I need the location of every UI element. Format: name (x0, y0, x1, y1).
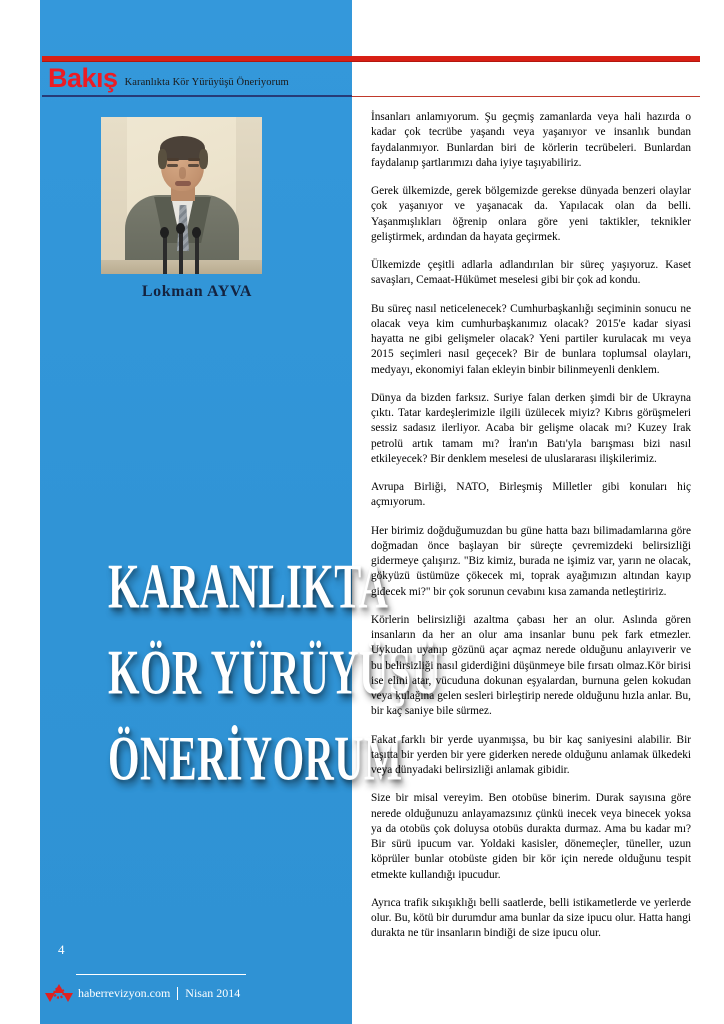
microphone-head-right (192, 227, 201, 238)
haber-revizyon-logo-icon (44, 978, 74, 1008)
photo-nose (179, 167, 186, 179)
cover-title-line-3: ÖNERİYORUM (108, 724, 403, 795)
article-paragraph: Size bir misal vereyim. Ben otobüse binerim. Durak sayısına göre nerede olduğunuzu anlayamazsınız çünkü inecek veya binecek yoksa ya da otobüs çok doluysa otobüs durakta durmaz. Ama bu kadar mı? Bir sürü ipucum var. Yoldaki kasisler, dönemeçler, tüneller, uzun köprüler bunlar otobüste giden bir kör için nerede olduğunu tespit etmekte kullandığı ipucudur. (371, 792, 691, 881)
article-paragraph: Dünya da bizden farksız. Suriye falan derken şimdi bir de Ukrayna çıktı. Tatar kardeşlerimizle ilgili üzülecek miyiz? Kıbrıs görüşmeleri sessiz sadasız ilerliyor. Acaba bir gelişme olacak mı? Kuzey Irak petrolü artık tamam mı? İran'ın Batı'yla barışması bizi nasıl etkileyecek? Bir denklem meselesi de uluslararası ilişkilerimiz. (371, 391, 691, 465)
microphone-head-left (160, 227, 169, 238)
footer-website[interactable]: haberrevizyon.com (78, 986, 171, 1000)
photo-brow-left (167, 158, 179, 161)
photo-brow-right (188, 158, 200, 161)
author-name-caption: Lokman AYVA (141, 283, 253, 300)
microphone-head-center (176, 223, 185, 234)
article-paragraph: İnsanları anlamıyorum. Şu geçmiş zamanlarda veya hali hazırda o kadar çok tecrübe yaşandı veya yaşanıyor ve insanlık bundan faydalanmıyor. Bunlardan biri de körlerin tecrübeleri. Bunlardan faydalanıp şartlarımızı daha iyiye taşıyabiliriz. (371, 111, 691, 169)
masthead (48, 62, 348, 92)
photo-eye-left (167, 164, 178, 167)
article-paragraph: Gerek ülkemizde, gerek bölgemizde gerekse dünyada benzeri olaylar çok yaşanıyor ve yaşanacak da. Yapılacak olan da belli. Yaşanmışlıkları öğrenip onlara göre yeni taktikler, teknikler geliştirmek, ardından da hayata geçirmek. (371, 185, 691, 243)
header-red-rule (352, 96, 700, 97)
masthead-subtitle: Karanlıkta Kör Yürüyüşü Öneriyorum (124, 77, 289, 88)
photo-eye-right (188, 164, 199, 167)
article-paragraph: Fakat farklı bir yerde uyanmışsa, bu bir kaç saniyesini alabilir. Bir taşıtta bir yerden bir yere giderken nerede olduğunu anlamak ülkedeki veya dünyadaki belirsizliği anlamak gibidir. (371, 733, 691, 776)
photo-hair-right (199, 149, 208, 169)
photo-mouth (175, 181, 191, 186)
article-paragraph: Her birimiz doğduğumuzdan bu güne hatta bazı bilimadamlarına göre doğmadan önce başlayan bir süreçte çevremizdeki belirsizliği gidermeye çalışırız. "Biz kimiz, burada ne işimiz var, yarın ne olacak, gökyüzü üstümüze çökecek mi, toprak ayağımızın altından kayıp gidecek mi?" bir çok sorunun cevabını kısa zamanda netleştiririz. (371, 524, 691, 598)
article-paragraph: Körlerin belirsizliği azaltma çabası her an olur. Aslında gören insanların da her an olur ama insanlar bunu pek fark etmezler. Uykudan uyanıp gözünü açar açmaz nerede olduğunu anlayıverir ve bu belirsizliği nasıl giderdiğini düşünmeye bile fırsatı olmaz.Kör birisi ise elini atar, vücuduna dokunan eşyalardan, burnuna gelen kokudan veya kulağına gelen sesleri birleştirip nerede olduğunu hızla anlar. Bu, bir kaç saniye bile sürmez. (371, 613, 691, 718)
microphone-stem-left (163, 232, 167, 274)
photo-wall-right (236, 117, 262, 274)
cover-title-line-1: KARANLIKTA (108, 552, 389, 623)
footer-separator (177, 987, 178, 1000)
author-photo (101, 117, 262, 274)
article-paragraph: Avrupa Birliği, NATO, Birleşmiş Milletler gibi konuları hiç açmıyorum. (371, 481, 691, 509)
microphone-stem-center (179, 228, 183, 274)
footer-rule (76, 974, 246, 975)
cover-title (42, 545, 442, 803)
footer-text (78, 986, 240, 1001)
header-navy-rule (42, 95, 352, 97)
article-body (371, 110, 691, 955)
article-paragraph: Ülkemizde çeşitli adlarla adlandırılan bir süreç yaşıyoruz. Kaset savaşları, Cemaat-Hükümet meselesi gibi bir çok ad kondu. (371, 259, 691, 287)
masthead-logo: Bakış (48, 63, 118, 93)
footer-issue-date: Nisan 2014 (185, 986, 241, 1000)
cover-title-line-2: KÖR YÜRÜYÜŞÜ (108, 638, 442, 709)
article-paragraph: Bu süreç nasıl neticelenecek? Cumhurbaşkanlığı seçiminin sonucu ne olacak veya kim cumhurbaşkanımız olacak? 2015'e kadar siyasi hayatta ne gibi gelişmeler olacak? Yeni partiler kurulacak mı veya 2015 seçimleri nasıl geçecek? Bir de bunlara toplumsal olayları, medyayı, ekonomiyi falan ekleyin binbir bilinmeyenli denklem. (371, 302, 691, 376)
page-number: 4 (58, 942, 65, 957)
photo-wall-left (101, 117, 127, 274)
photo-hair-left (158, 149, 167, 169)
article-paragraph: Ayrıca trafik sıkışıklığı belli saatlerde, belli istikametlerde ve yerlerde olur. Bu, kötü bir durumdur ama bunlar da size ipucu olur. Hatta hangi durakta ne tür insanların bindiği de size ipucu olur. (371, 896, 691, 940)
microphone-stem-right (195, 232, 199, 274)
